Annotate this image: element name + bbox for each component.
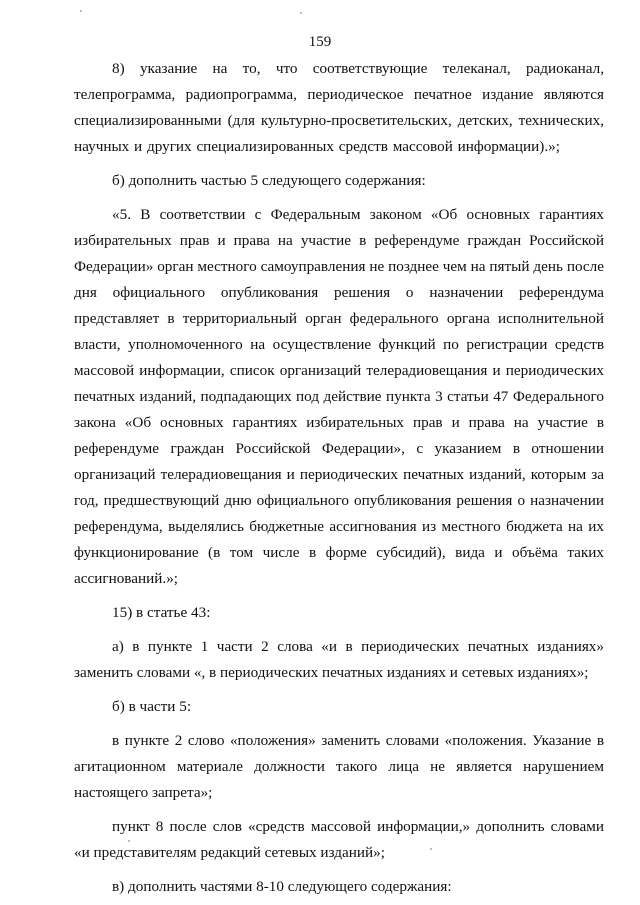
scan-speck (300, 12, 302, 14)
paragraph-item-8: 8) указание на то, что соответствующие телеканал, радиоканал, телепрограмма, радиопрограмма, периодическое печатное издание являются специализированными (для культурно-просветительских, детских, технических, научных и других специализированных средств массовой информации).»; (74, 60, 604, 155)
scan-speck (80, 10, 82, 12)
paragraph-article-43-c: в) дополнить частями 8-10 следующего содержания: (112, 878, 452, 895)
paragraph-part-5-text: «5. В соответствии с Федеральным законом «Об основных гарантиях избирательных прав и права на участие в референдуме граждан Российской Федерации» орган местного самоуправления не позднее чем на пятый день после дня официального опубликования решения о назначении референдума представляет в территориальный орган федерального органа исполнительной власти, уполномоченного на осуществление функций по регистрации средств массовой информации, список организаций телерадиовещания и периодических печатных изданий, подпадающих под действие пункта 3 статьи 47 Федерального закона «Об основных гарантиях избирательных прав и права на участие в референдуме граждан Российской Федерации», с указанием в отношении организаций телерадиовещания и периодических печатных изданий, которым за год, предшествующий дню официального опубликования решения о назначении референдума, выделялись бюджетные ассигнования из местного бюджета на их функционирование (в том числе в форме субсидий), вида и объёма таких ассигнований.»; (74, 206, 604, 587)
paragraph-article-43-b: б) в части 5: (112, 698, 192, 715)
paragraph-article-43-a: а) в пункте 1 части 2 слова «и в периодических печатных изданиях» заменить словами «, в периодических печатных изданиях и сетевых изданиях»; (74, 638, 604, 681)
paragraph-item-8-change: пункт 8 после слов «средств массовой информации,» дополнить словами «и представителям редакций сетевых изданий»; (74, 818, 604, 861)
paragraph-amend-part-5: б) дополнить частью 5 следующего содержания: (112, 172, 426, 189)
scan-speck (128, 840, 130, 842)
scan-speck (430, 848, 432, 850)
paragraph-article-43: 15) в статье 43: (112, 604, 211, 621)
document-body (74, 56, 604, 900)
paragraph-item-2-change: в пункте 2 слово «положения» заменить словами «положения. Указание в агитационном материале должности такого лица не является нарушением настоящего запрета»; (74, 732, 604, 801)
page-number: 159 (308, 34, 332, 50)
